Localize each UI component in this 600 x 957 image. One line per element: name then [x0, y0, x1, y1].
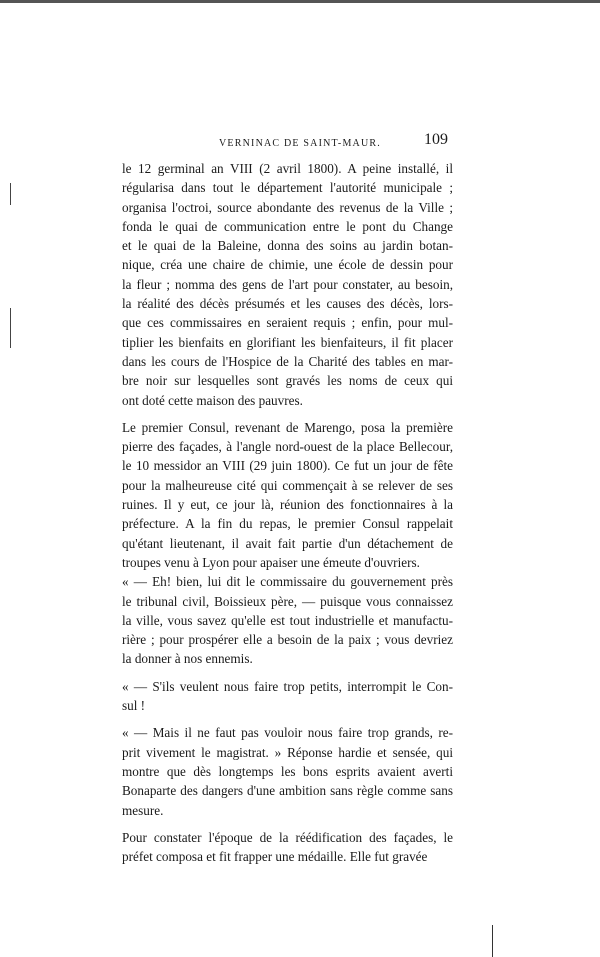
text-line: tiplier les bienfaits en glorifiant les bienfaiteurs, il fit placer	[122, 334, 453, 350]
text-line: Bonaparte des dangers d'une ambition sans règle comme sans	[122, 783, 453, 799]
text-line: organisa l'octroi, source abondante des revenus de la Ville ;	[122, 199, 453, 215]
text-line: montre que dès longtemps les bons esprits avaient averti	[122, 763, 453, 779]
text-line: que ces commissaires en seraient requis ; enfin, pour mul-	[122, 315, 453, 331]
top-border-rule	[0, 0, 600, 3]
text-line: pour la malheureuse cité qui commençait à se relever de ses	[122, 477, 453, 493]
text-line: bre noir sur lesquelles sont gravés les noms de ceux qui	[122, 373, 453, 389]
text-line: la réalité des décès présumés et les causes des décès, lors-	[122, 296, 453, 312]
text-line: le 10 messidor an VIII (29 juin 1800). Ce fut un jour de fête	[122, 458, 453, 474]
text-line: « — Mais il ne faut pas vouloir nous faire trop grands, re-	[122, 725, 453, 741]
text-line: ont doté cette maison des pauvres.	[122, 392, 303, 408]
text-line: nique, créa une chaire de chimie, une école de dessin pour	[122, 257, 453, 273]
running-header: VERNINAC DE SAINT-MAUR.	[219, 138, 381, 149]
text-line: la ville, vous savez qu'elle est tout industrielle et manufactu-	[122, 612, 453, 628]
body-text	[122, 159, 453, 866]
text-line: qu'étant lieutenant, il avait fait partie d'un détachement de	[122, 535, 453, 551]
margin-mark	[492, 925, 493, 957]
text-line: prit vivement le magistrat. » Réponse hardie et sensée, qui	[122, 744, 453, 760]
text-line: fonda le quai de communication entre le pont du Change	[122, 218, 453, 234]
text-line: « — S'ils veulent nous faire trop petits, interrompit le Con-	[122, 678, 453, 694]
margin-mark	[10, 183, 11, 205]
text-line: et le quai de la Baleine, donna des soins au jardin botan-	[122, 238, 453, 254]
text-line: pierre des façades, à l'angle nord-ouest de la place Bellecour,	[122, 439, 453, 455]
text-line: la donner à nos ennemis.	[122, 651, 253, 667]
text-line: « — Eh! bien, lui dit le commissaire du gouvernement près	[122, 574, 453, 590]
margin-mark	[10, 308, 11, 348]
text-line: rière ; pour prospérer elle a besoin de la paix ; vous devriez	[122, 632, 453, 648]
text-line: mesure.	[122, 802, 164, 818]
text-line: le tribunal civil, Boissieux père, — puisque vous connaissez	[122, 593, 453, 609]
text-line: préfet composa et fit frapper une médaille. Elle fut gravée	[122, 849, 428, 865]
text-line: préfecture. A la fin du repas, le premier Consul rappelait	[122, 516, 453, 532]
text-line: régularisa dans tout le département l'autorité municipale ;	[122, 180, 453, 196]
text-line: Pour constater l'époque de la réédification des façades, le	[122, 829, 453, 845]
text-line: sul !	[122, 698, 146, 714]
text-line: troupes venu à Lyon pour apaiser une émeute d'ouvriers.	[122, 554, 420, 570]
text-line: la fleur ; nomma des gens de l'art pour constater, au besoin,	[122, 276, 453, 292]
text-line: ruines. Il y eut, ce jour là, réunion des fonctionnaires à la	[122, 497, 453, 513]
text-line: dans les cours de l'Hospice de la Charité des tables en mar-	[122, 353, 453, 369]
page-number: 109	[424, 131, 448, 148]
text-line: Le premier Consul, revenant de Marengo, posa la première	[122, 419, 453, 435]
text-line: le 12 germinal an VIII (2 avril 1800). A peine installé, il	[122, 161, 453, 176]
